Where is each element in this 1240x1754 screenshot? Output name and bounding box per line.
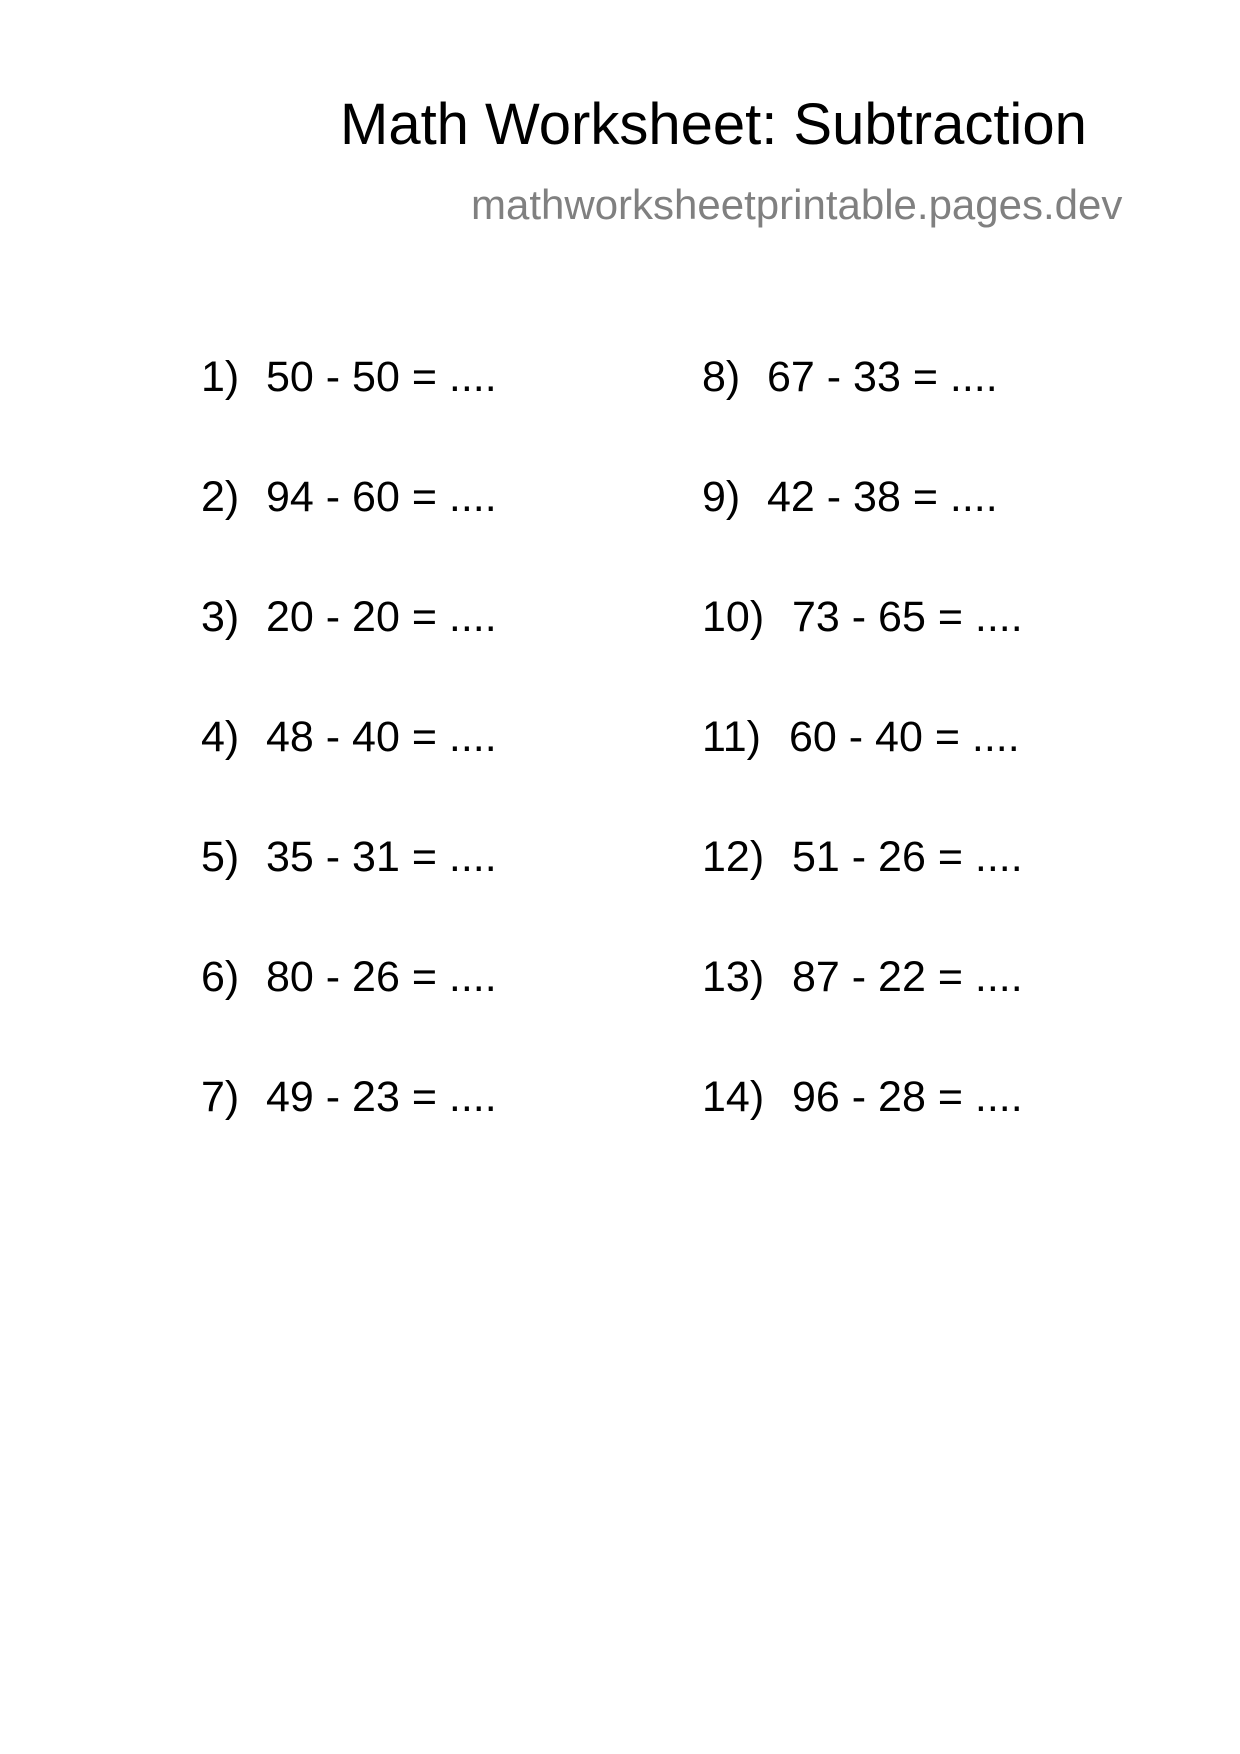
problem-expression: 73 - 65 = ....	[792, 593, 1023, 641]
problem-item	[201, 833, 497, 881]
problem-number: 9)	[702, 473, 741, 521]
problem-item	[702, 713, 1020, 761]
problem-number: 4)	[201, 713, 240, 761]
problem-item	[201, 1073, 497, 1121]
problem-number: 14)	[702, 1073, 765, 1121]
problem-item	[702, 833, 1023, 881]
problem-item	[702, 353, 998, 401]
problem-number: 11)	[702, 713, 761, 761]
problem-number: 13)	[702, 953, 765, 1001]
problem-item	[702, 953, 1023, 1001]
problem-expression: 94 - 60 = ....	[266, 473, 497, 521]
problem-item	[702, 1073, 1023, 1121]
problem-expression: 67 - 33 = ....	[767, 353, 998, 401]
problem-item	[702, 593, 1023, 641]
problem-expression: 20 - 20 = ....	[266, 593, 497, 641]
problem-expression: 48 - 40 = ....	[266, 713, 497, 761]
problem-item	[702, 473, 998, 521]
site-url: mathworksheetprintable.pages.dev	[471, 181, 1123, 228]
problem-number: 7)	[201, 1073, 240, 1121]
problem-number: 3)	[201, 593, 240, 641]
problem-expression: 50 - 50 = ....	[266, 353, 497, 401]
problem-number: 6)	[201, 953, 240, 1001]
problem-item	[201, 953, 497, 1001]
problem-number: 1)	[201, 353, 240, 401]
problem-expression: 35 - 31 = ....	[266, 833, 497, 881]
problem-item	[201, 593, 497, 641]
problem-expression: 60 - 40 = ....	[789, 713, 1020, 761]
problem-item	[201, 473, 497, 521]
problem-expression: 80 - 26 = ....	[266, 953, 497, 1001]
problem-number: 8)	[702, 353, 741, 401]
problem-number: 12)	[702, 833, 765, 881]
problem-expression: 87 - 22 = ....	[792, 953, 1023, 1001]
problem-item	[201, 713, 497, 761]
problem-item	[201, 353, 497, 401]
problem-expression: 49 - 23 = ....	[266, 1073, 497, 1121]
problem-expression: 42 - 38 = ....	[767, 473, 998, 521]
problem-expression: 51 - 26 = ....	[792, 833, 1023, 881]
problem-number: 5)	[201, 833, 240, 881]
problem-expression: 96 - 28 = ....	[792, 1073, 1023, 1121]
problem-number: 10)	[702, 593, 765, 641]
page-title: Math Worksheet: Subtraction	[340, 92, 1087, 157]
problem-number: 2)	[201, 473, 240, 521]
